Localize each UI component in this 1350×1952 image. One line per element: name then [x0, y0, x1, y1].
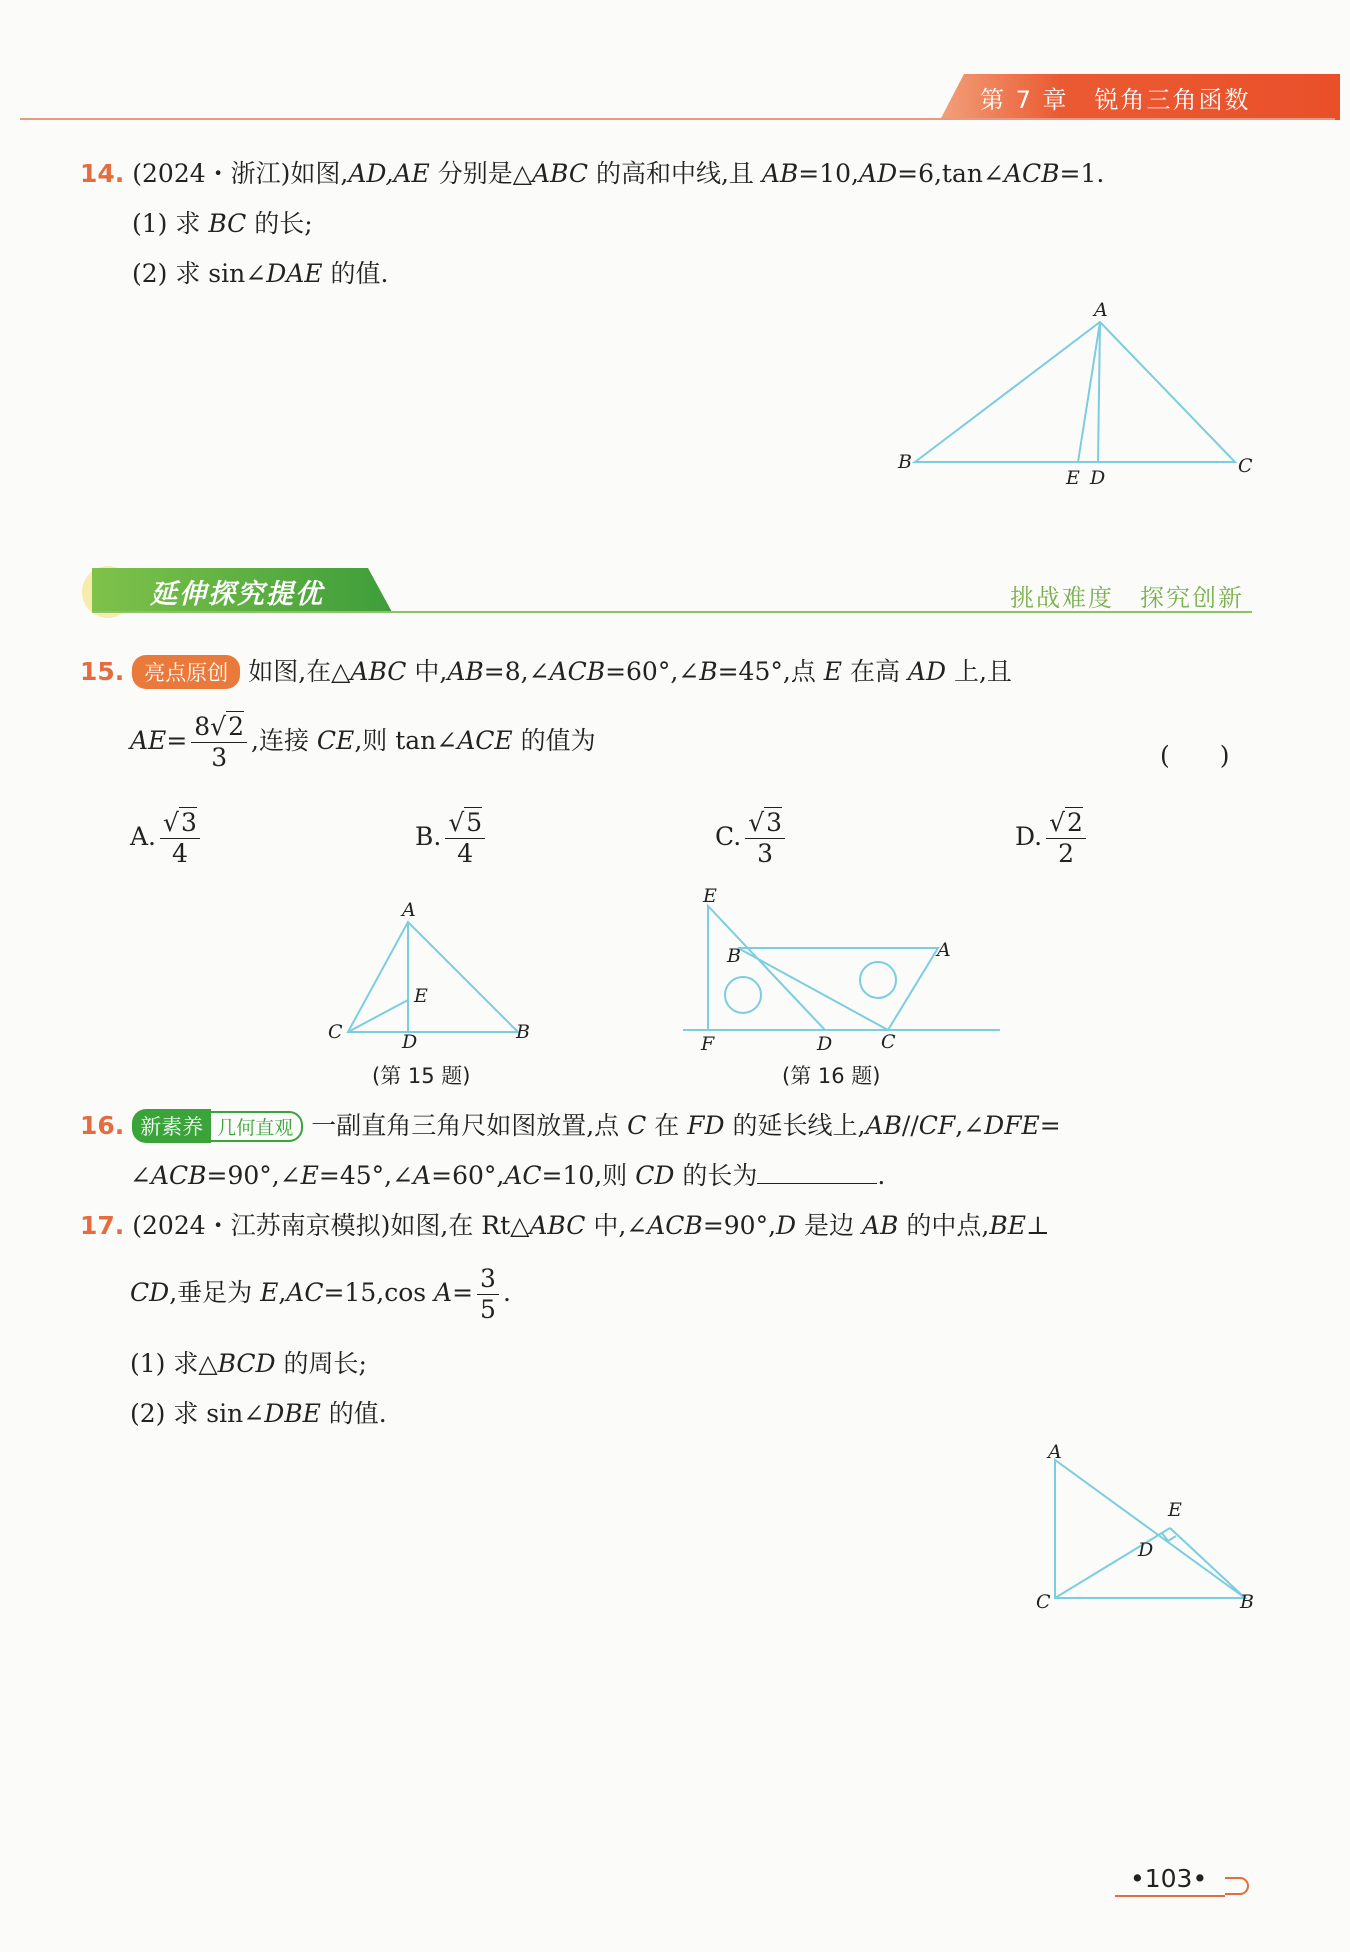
page-swoosh-icon: [1115, 1868, 1250, 1900]
q14-number: 14.: [80, 159, 125, 188]
q15-option-c[interactable]: C. $\frac{√3}{3}$: [715, 808, 789, 869]
q17-line2: CD,垂足为 E,AC=15,cos A= $\frac{3}{5}$ .: [130, 1264, 511, 1324]
q15-option-b[interactable]: B. $\frac{√5}{4}$: [415, 808, 489, 869]
q17-figure: [1030, 1440, 1270, 1620]
chapter-title: 第 7 章 锐角三角函数: [980, 86, 1251, 114]
q15-figure: [320, 900, 540, 1050]
q14-stem: 14. (2024・浙江)如图,AD,AE 分别是△ABC 的高和中线,且 AB=10,AD=6,tan∠ACB=1.: [80, 159, 1105, 188]
q15-line2: AE= $\frac{8√2}{3}$ ,连接 CE,则 tan∠ACE 的值为: [130, 712, 596, 772]
q17-part2: (2) 求 sin∠DBE 的值.: [130, 1399, 387, 1428]
q16-label-f: F: [701, 1033, 715, 1055]
header-rule: [20, 118, 1335, 120]
q14-triangle-abc: [915, 322, 1235, 462]
q15-label-a: A: [402, 900, 416, 921]
q14-part2: (2) 求 sin∠DAE 的值.: [132, 259, 389, 288]
q16-number: 16.: [80, 1111, 125, 1140]
q15-caption: (第 15 题): [372, 1064, 471, 1088]
q16-hole-small: [725, 977, 761, 1013]
q17-label-b: B: [1240, 1591, 1254, 1613]
q16-triangle-abc: [738, 948, 938, 1030]
q17-label-c: C: [1036, 1591, 1051, 1613]
q15-fraction-ae: $\frac{8√2}{3}$: [191, 712, 247, 773]
q16-hole-large: [860, 962, 896, 998]
q14-label-c: C: [1238, 455, 1253, 477]
q17-part1: (1) 求△BCD 的周长;: [130, 1349, 367, 1378]
q17-fraction-cos: $\frac{3}{5}$: [477, 1264, 499, 1325]
q14-label-d: D: [1090, 467, 1106, 489]
q15-tag: 亮点原创: [132, 655, 240, 689]
q17-label-a: A: [1048, 1441, 1062, 1463]
q14-label-a: A: [1094, 299, 1108, 321]
q17-line1: 17. (2024・江苏南京模拟)如图,在 Rt△ABC 中,∠ACB=90°,D 是边 AB 的中点,BE⊥: [80, 1211, 1050, 1240]
q16-answer-blank[interactable]: [757, 1161, 877, 1184]
q14-figure: [880, 296, 1280, 496]
q16-figure: [675, 888, 1010, 1058]
q16-label-a: A: [937, 939, 951, 961]
q17-number: 17.: [80, 1211, 125, 1240]
q17-triangle-abc: [1055, 1460, 1245, 1598]
q15-answer-paren: ( ): [1160, 741, 1230, 770]
section-subtitle: 挑战难度 探究创新: [1010, 584, 1244, 612]
q15-label-b: B: [516, 1021, 530, 1043]
page-number: •103•: [1130, 1864, 1208, 1893]
q16-line2: ∠ACB=90°,∠E=45°,∠A=60°,AC=10,则 CD 的长为 .: [130, 1161, 886, 1190]
q17-label-d: D: [1138, 1539, 1154, 1561]
q15-option-a[interactable]: A. $\frac{√3}{4}$: [130, 808, 204, 869]
q16-label-e: E: [703, 888, 717, 907]
q15-label-c: C: [328, 1021, 343, 1043]
q16-label-d: D: [817, 1033, 833, 1055]
q14-part1: (1) 求 BC 的长;: [132, 209, 313, 238]
q16-label-b: B: [727, 945, 741, 967]
q17-segment-be: [1170, 1528, 1245, 1598]
q16-label-c: C: [881, 1031, 896, 1053]
section-title: 延伸探究提优: [150, 579, 324, 610]
q15-label-d: D: [402, 1031, 418, 1050]
q15-triangle-abc: [348, 922, 518, 1032]
q15-option-d[interactable]: D. $\frac{√2}{2}$: [1015, 808, 1090, 869]
q15-number: 15.: [80, 657, 125, 686]
q16-line1: 16. 新素养 几何直观 一副直角三角尺如图放置,点 C 在 FD 的延长线上,AB//CF,∠DFE=: [80, 1106, 1061, 1143]
q16-tag-main: 新素养: [132, 1109, 211, 1143]
q15-line1: 15. 亮点原创 如图,在△ABC 中,AB=8,∠ACB=60°,∠B=45°,点 E 在高 AD 上,且: [80, 652, 1012, 689]
q14-label-b: B: [898, 451, 912, 473]
q14-label-e: E: [1066, 467, 1080, 489]
q16-caption: (第 16 题): [782, 1064, 881, 1088]
q14-median-ae: [1078, 322, 1100, 462]
q16-triangle-def: [708, 906, 825, 1030]
q17-label-e: E: [1168, 1499, 1182, 1521]
q14-altitude-ad: [1098, 322, 1100, 462]
q16-tag-sub: 几何直观: [207, 1111, 303, 1142]
q15-label-e: E: [414, 985, 428, 1007]
